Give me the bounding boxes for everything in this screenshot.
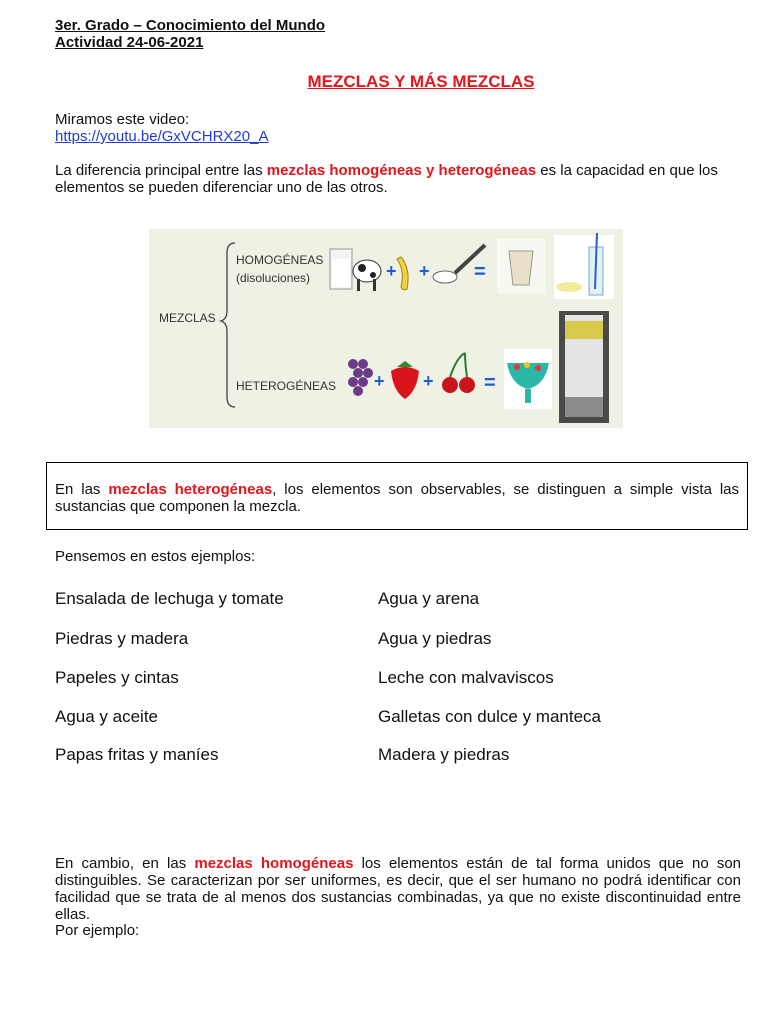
mixtures-diagram xyxy=(149,229,623,428)
water-sand-glass-icon xyxy=(559,311,609,423)
heterogeneous-definition-box xyxy=(46,462,748,530)
definition-text-start: La diferencia principal entre las xyxy=(55,162,267,179)
equals-icon: = xyxy=(484,372,496,394)
box-highlight: mezclas heterogéneas xyxy=(108,481,273,498)
homogeneous-paragraph xyxy=(55,855,741,923)
example-item: Papas fritas y maníes xyxy=(55,745,219,764)
example-item: Galletas con dulce y manteca xyxy=(378,707,602,726)
page-title: MEZCLAS Y MÁS MEZCLAS xyxy=(307,72,535,91)
plus-icon: + xyxy=(423,371,434,391)
example-label: Por ejemplo: xyxy=(55,922,140,939)
examples-intro: Pensemos en estos ejemplos: xyxy=(55,548,256,565)
example-item: Papeles y cintas xyxy=(55,668,179,687)
diagram-homogeneous-sub-label: (disoluciones) xyxy=(236,271,311,285)
diagram-homogeneous-label: HOMOGÉNEAS xyxy=(236,253,324,267)
diagram-heterogeneous-label: HETEROGÉNEAS xyxy=(236,379,337,393)
example-item: Ensalada de lechuga y tomate xyxy=(55,589,284,608)
milk-glass-icon xyxy=(330,249,352,289)
plus-icon: + xyxy=(386,261,397,281)
homogeneous-text-end: los elementos están de tal forma unidos que no son distinguibles. Se caracterizan por ser uniformes, es decir, que el ser humano no podrá identificar con facilidad que se trata de al menos dos sustancias combinadas, ya que no existe discontinuidad entre ellas. xyxy=(55,855,742,923)
diagram-brace xyxy=(221,243,235,407)
homogeneous-text-start: En cambio, en las xyxy=(55,855,195,872)
milkshake-glass-icon xyxy=(497,239,545,293)
homogeneous-highlight: mezclas homogéneas xyxy=(194,855,354,872)
sugar-water-icon xyxy=(554,233,614,299)
banana-icon xyxy=(397,257,408,290)
definition-highlight: mezclas homogéneas y heterogéneas xyxy=(266,162,537,179)
course-heading: 3er. Grado – Conocimiento del Mundo xyxy=(55,17,326,34)
plus-icon: + xyxy=(419,261,430,281)
cherries-icon xyxy=(442,353,475,393)
cow-icon xyxy=(353,260,381,291)
fruit-salad-icon xyxy=(504,349,552,409)
equals-icon: = xyxy=(474,261,486,283)
example-item: Agua y aceite xyxy=(55,707,159,726)
definition-paragraph xyxy=(55,162,745,196)
watch-video-label: Miramos este video: xyxy=(55,111,190,128)
example-item: Piedras y madera xyxy=(55,629,189,648)
example-item: Agua y piedras xyxy=(378,629,492,648)
definition-text-end: es la capacidad en que los elementos se pueden diferenciar uno de las otros. xyxy=(55,162,718,196)
box-text-end: , los elementos son observables, se distinguen a simple vista las sustancias que componen la mezcla. xyxy=(55,481,740,515)
activity-date: Actividad 24-06-2021 xyxy=(55,34,204,51)
plus-icon: + xyxy=(374,371,385,391)
example-item: Madera y piedras xyxy=(378,745,510,764)
example-item: Leche con malvaviscos xyxy=(378,668,554,687)
video-link[interactable]: https://youtu.be/GxVCHRX20_A xyxy=(55,128,269,145)
grapes-icon xyxy=(348,359,373,396)
box-text-start: En las xyxy=(55,481,109,498)
box-paragraph xyxy=(55,481,739,515)
strawberry-icon xyxy=(391,361,419,399)
diagram-root-label: MEZCLAS xyxy=(159,311,216,325)
example-item: Agua y arena xyxy=(378,589,480,608)
